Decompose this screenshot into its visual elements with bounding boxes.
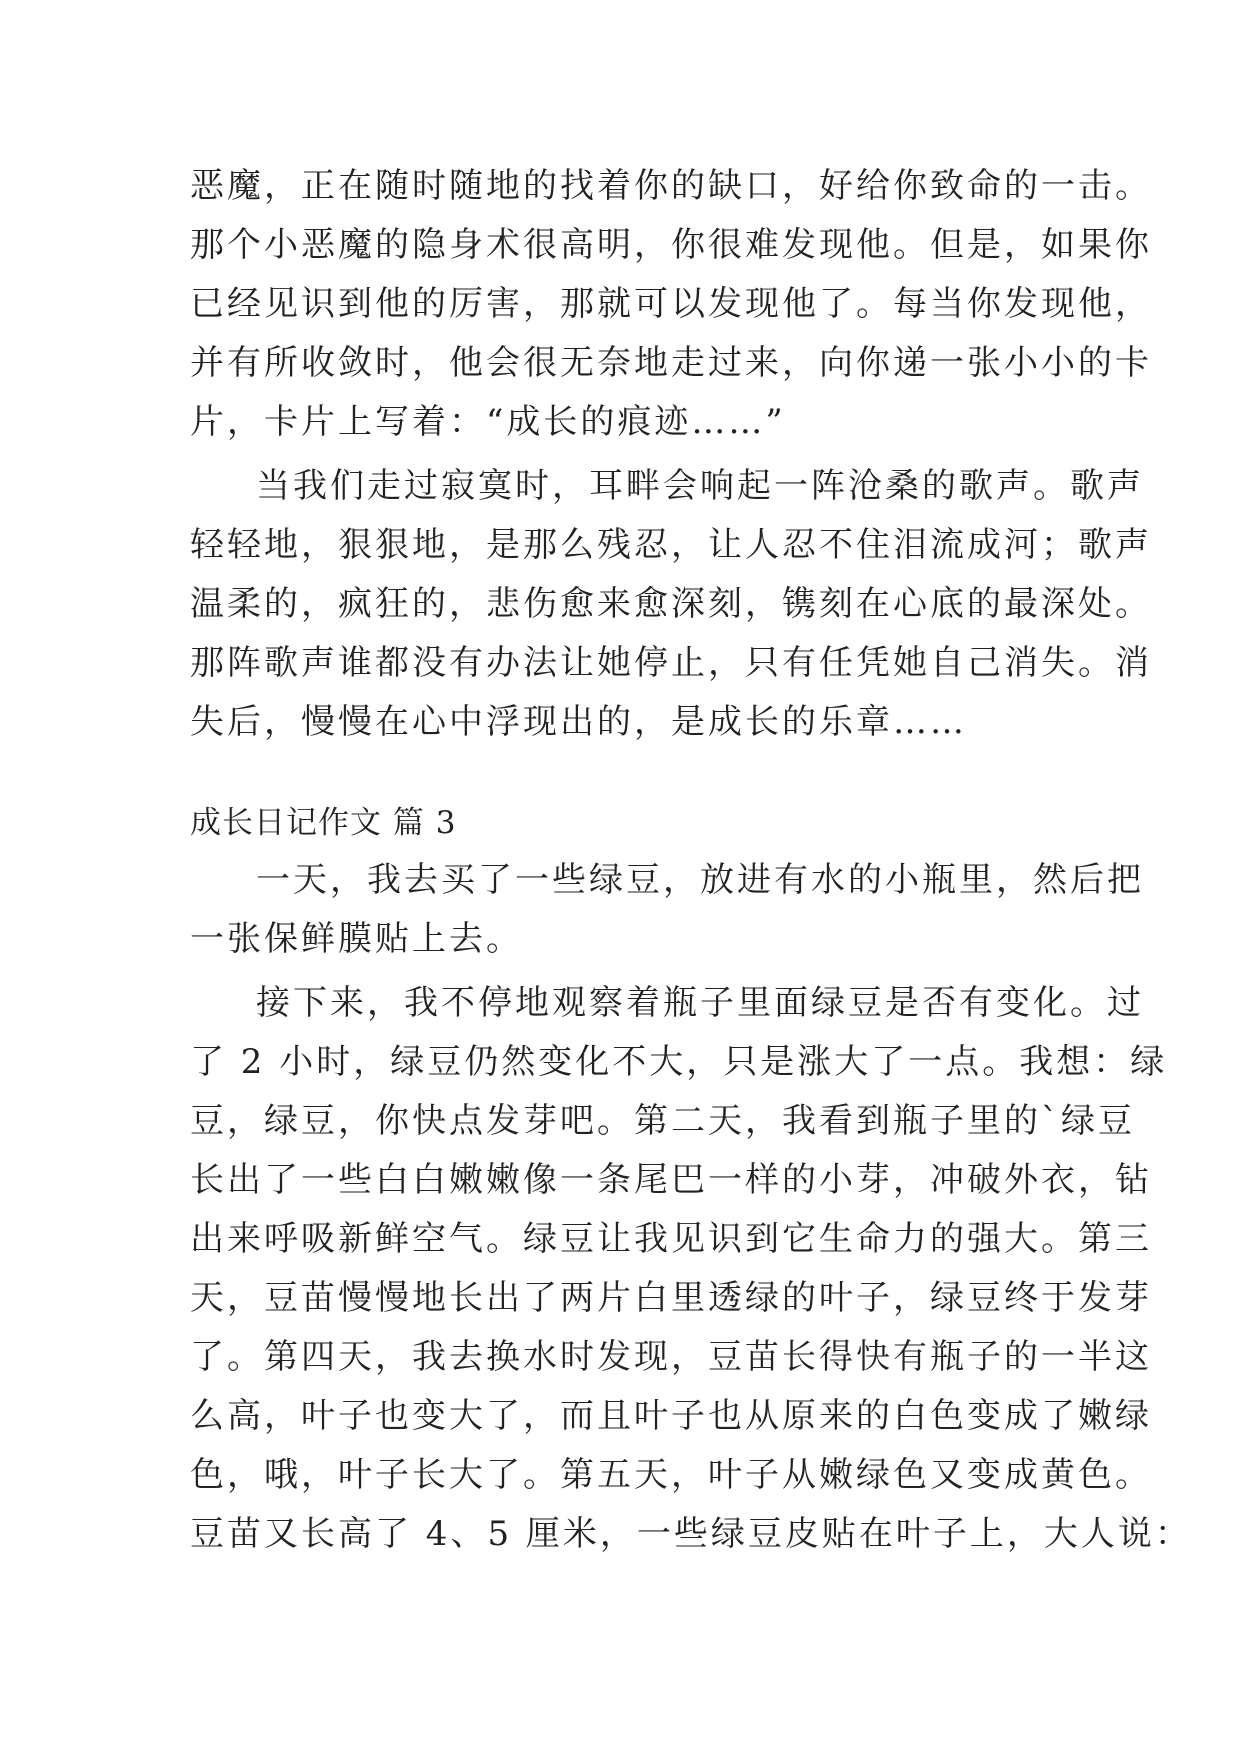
paragraph-line: 色，哦，叶子长大了。第五天，叶子从嫩绿色又变成黄色。 xyxy=(190,1455,1152,1495)
paragraph-line: 豆，绿豆，你快点发芽吧。第二天，我看到瓶子里的`绿豆 xyxy=(190,1101,1135,1141)
paragraph-line: 恶魔，正在随时随地的找着你的缺口，好给你致命的一击。 xyxy=(190,166,1152,206)
paragraph-line: 豆苗又长高了 4、5 厘米，一些绿豆皮贴在叶子上，大人说： xyxy=(190,1514,1192,1554)
paragraph-line: 轻轻地，狠狠地，是那么残忍，让人忍不住泪流成河；歌声 xyxy=(190,525,1152,565)
paragraph-line: 片，卡片上写着：“成长的痕迹……” xyxy=(190,402,786,442)
paragraph-line: 温柔的，疯狂的，悲伤愈来愈深刻，镌刻在心底的最深处。 xyxy=(190,584,1152,624)
section-heading: 成长日记作文 篇 3 xyxy=(190,805,457,841)
paragraph-line: 么高，叶子也变大了，而且叶子也从原来的白色变成了嫩绿 xyxy=(190,1396,1152,1436)
paragraph-line: 了 2 小时，绿豆仍然变化不大，只是涨大了一点。我想：绿 xyxy=(190,1042,1168,1082)
paragraph-line: 天，豆苗慢慢地长出了两片白里透绿的叶子，绿豆终于发芽 xyxy=(190,1278,1152,1318)
paragraph-line: 长出了一些白白嫩嫩像一条尾巴一样的小芽，冲破外衣，钻 xyxy=(190,1160,1152,1200)
paragraph-line: 当我们走过寂寞时，耳畔会响起一阵沧桑的歌声。歌声 xyxy=(256,466,1144,506)
paragraph-line: 已经见识到他的厉害，那就可以发现他了。每当你发现他， xyxy=(190,284,1152,324)
paragraph-line: 一张保鲜膜贴上去。 xyxy=(190,919,523,959)
paragraph-line: 失后，慢慢在心中浮现出的，是成长的乐章…… xyxy=(190,702,967,742)
paragraph-line: 出来呼吸新鲜空气。绿豆让我见识到它生命力的强大。第三 xyxy=(190,1219,1152,1259)
paragraph-line: 那个小恶魔的隐身术很高明，你很难发现他。但是，如果你 xyxy=(190,225,1152,265)
paragraph-line: 并有所收敛时，他会很无奈地走过来，向你递一张小小的卡 xyxy=(190,343,1152,383)
paragraph-line: 接下来，我不停地观察着瓶子里面绿豆是否有变化。过 xyxy=(256,983,1144,1023)
paragraph-line: 那阵歌声谁都没有办法让她停止，只有任凭她自己消失。消 xyxy=(190,643,1152,683)
paragraph-line: 了。第四天，我去换水时发现，豆苗长得快有瓶子的一半这 xyxy=(190,1337,1152,1377)
paragraph-line: 一天，我去买了一些绿豆，放进有水的小瓶里，然后把 xyxy=(256,860,1144,900)
